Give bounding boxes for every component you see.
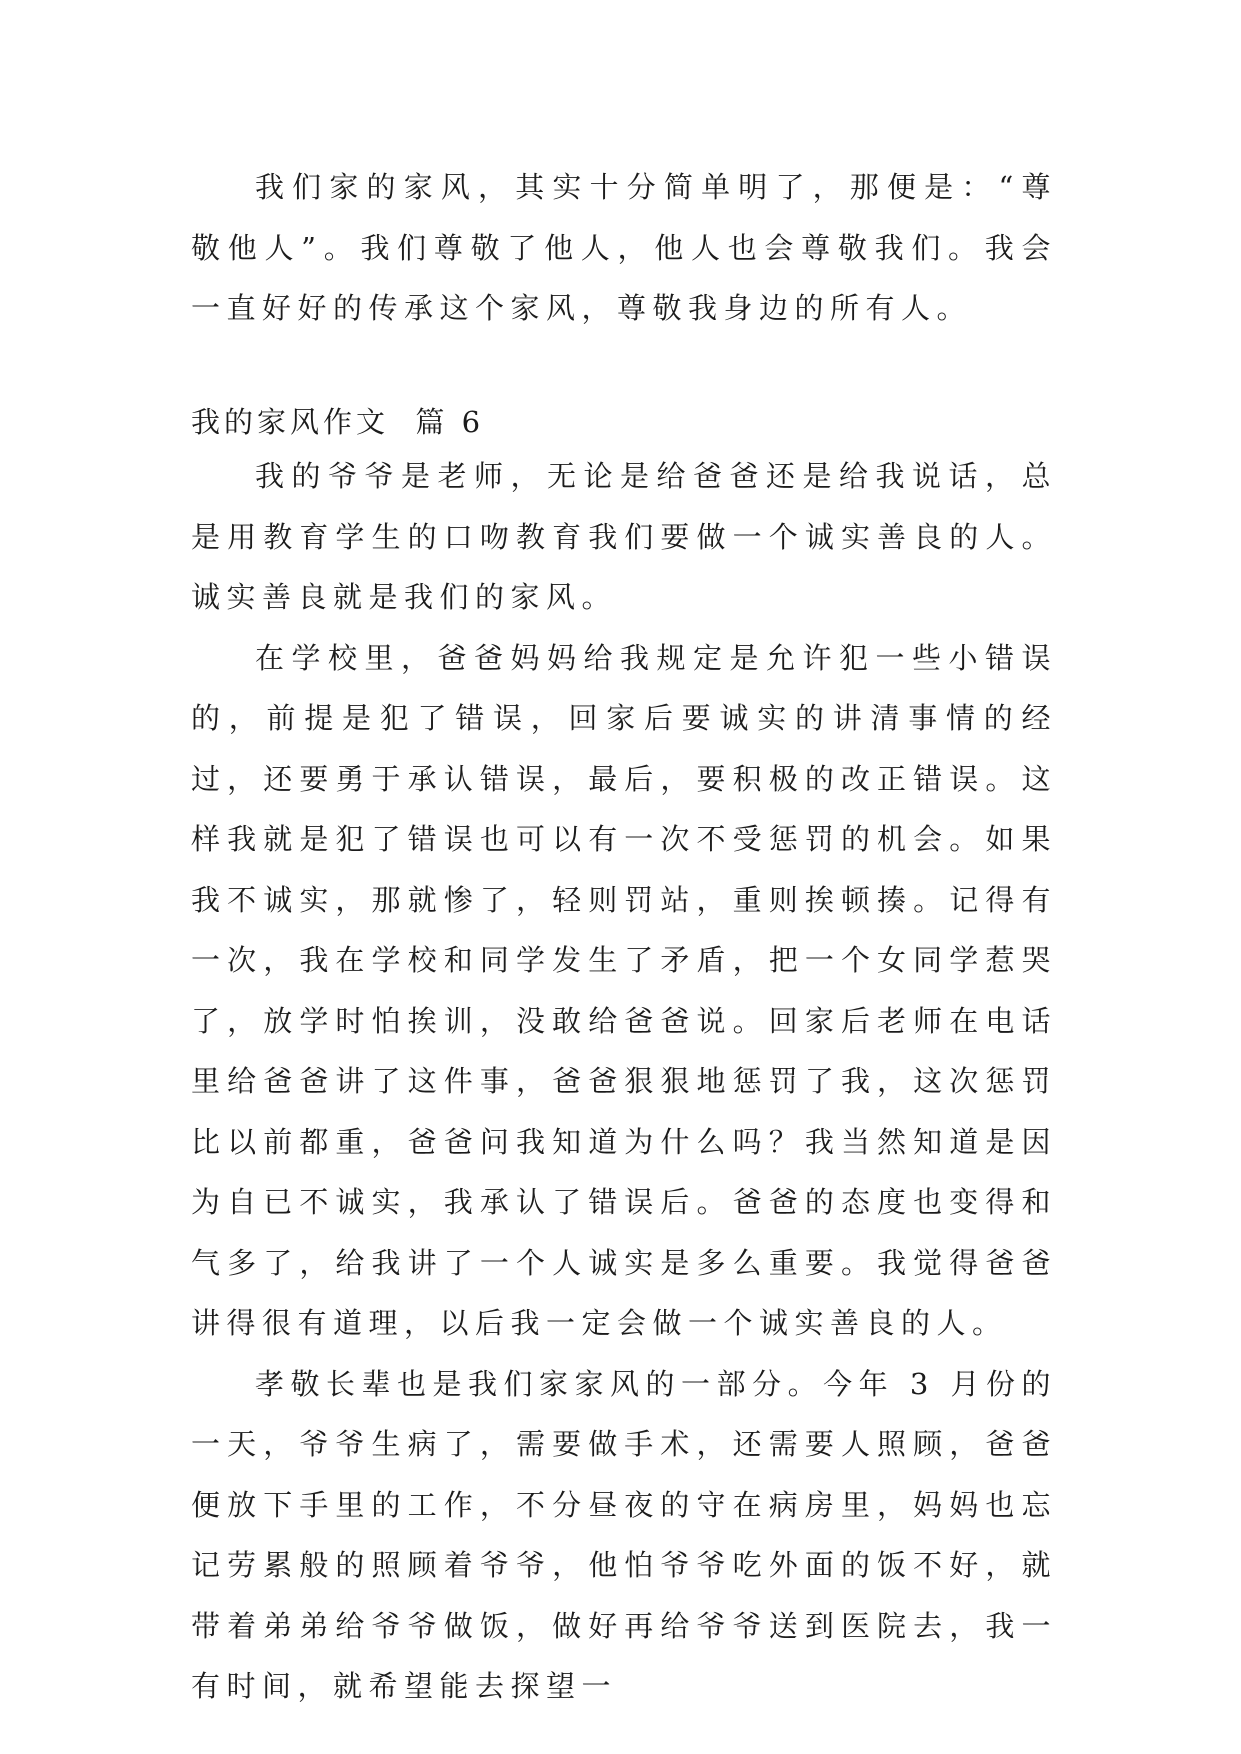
paragraph: 在学校里，爸爸妈妈给我规定是允许犯一些小错误的，前提是犯了错误，回家后要诚实的讲清事情的经过，还要勇于承认错误，最后，要积极的改正错误。这样我就是犯了错误也可以有一次不受惩罚的机会。如果我不诚实，那就惨了，轻则罚站，重则挨顿揍。记得有一次，我在学校和同学发生了矛盾，把一个女同学惹哭了，放学时怕挨训，没敢给爸爸说。回家后老师在电话里给爸爸讲了这件事，爸爸狠狠地惩罚了我，这次惩罚比以前都重，爸爸问我知道为什么吗？我当然知道是因为自已不诚实，我承认了错误后。爸爸的态度也变得和气多了，给我讲了一个人诚实是多么重要。我觉得爸爸讲得很有道理，以后我一定会做一个诚实善良的人。 [191, 640, 1057, 1340]
body-text-block [191, 446, 1057, 1717]
paragraph: 我的爷爷是老师，无论是给爸爸还是给我说话，总是用教育学生的口吻教育我们要做一个诚实善良的人。诚实善良就是我们的家风。 [191, 459, 1057, 614]
section-heading: 我的家风作文 篇 6 [191, 405, 485, 439]
paragraph: 我们家的家风，其实十分简单明了，那便是：“尊敬他人”。我们尊敬了他人，他人也会尊敬我们。我会一直好好的传承这个家风，尊敬我身边的所有人。 [191, 170, 1057, 325]
intro-text-block [191, 157, 1057, 339]
paragraph: 孝敬长辈也是我们家家风的一部分。今年 3 月份的一天，爷爷生病了，需要做手术，还需要人照顾，爸爸便放下手里的工作，不分昼夜的守在病房里，妈妈也忘记劳累般的照顾着爷爷，他怕爷爷吃外面的饭不好，就带着弟弟给爷爷做饭，做好再给爷爷送到医院去，我一有时间，就希望能去探望一 [191, 1366, 1057, 1703]
